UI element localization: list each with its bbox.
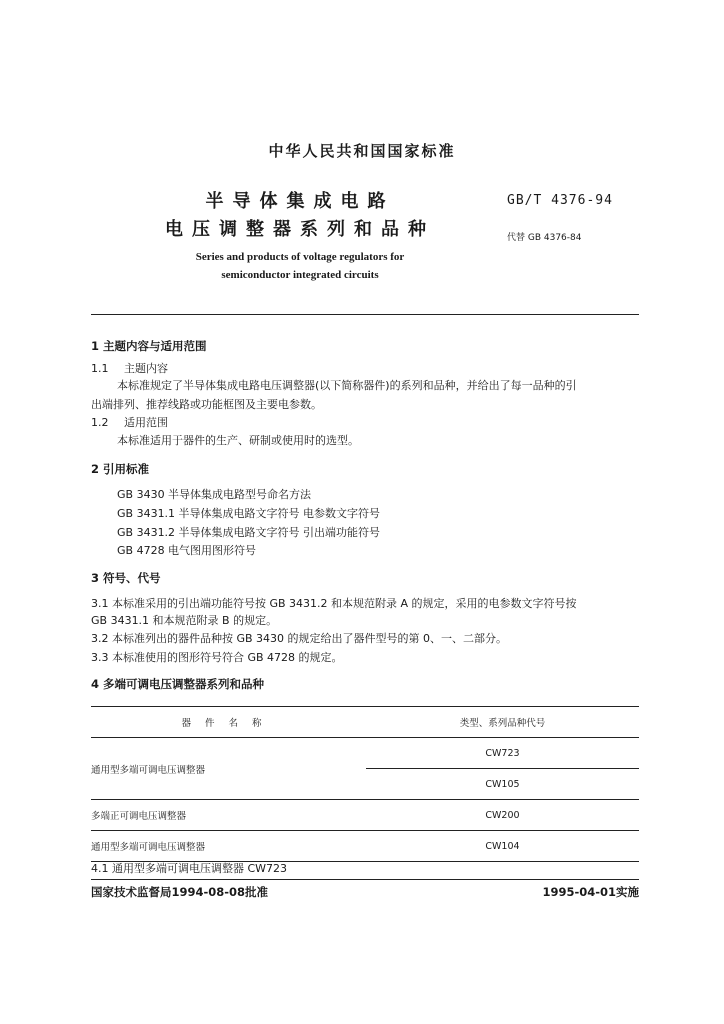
device-name-cell: 通用型多端可调电压调整器 (91, 738, 366, 800)
english-title-line-2: semiconductor integrated circuits (221, 269, 379, 281)
section-1-1-body-line-1: 本标准规定了半导体集成电路电压调整器(以下简称器件)的系列和品种，并给出了每一品种的引 (117, 379, 577, 392)
regulator-series-table (91, 706, 639, 862)
section-1-1-body-line-2: 出端排列、推荐线路或功能框图及主要电参数。 (91, 398, 322, 411)
footer-divider (91, 879, 639, 880)
section-1-heading: 1 主题内容与适用范围 (91, 339, 207, 353)
section-2-heading: 2 引用标准 (91, 462, 150, 476)
section-3-2: 3.2 本标准列出的器件品种按 GB 3430 的规定给出了器件型号的第 0、一、二部分。 (91, 632, 508, 645)
section-3-1-line-1: 3.1 本标准采用的引出端功能符号按 GB 3431.2 和本规范附录 A 的规定，采用的电参数文字符号按 (91, 597, 577, 610)
table-header-row (91, 707, 639, 738)
series-code-cell: CW105 (366, 769, 639, 800)
header-divider (91, 314, 639, 315)
device-name-cell: 通用型多端可调电压调整器 (91, 831, 366, 862)
issuing-organization: 中华人民共和国国家标准 (268, 142, 456, 160)
section-3-3: 3.3 本标准使用的图形符号符合 GB 4728 的规定。 (91, 651, 343, 664)
reference-item: GB 3431.1 半导体集成电路文字符号 电参数文字符号 (117, 507, 381, 520)
section-1-2-title: 适用范围 (124, 416, 168, 429)
title-line-1: 半导体集成电路 (205, 191, 395, 212)
section-1-2-number: 1.2 (91, 416, 109, 429)
section-3-1-line-2: GB 3431.1 和本规范附录 B 的规定。 (91, 614, 278, 627)
series-code-cell: CW200 (366, 800, 639, 831)
section-3-heading: 3 符号、代号 (91, 571, 161, 585)
standard-number: GB/T 4376-94 (507, 193, 613, 208)
replaces-standard: 代替 GB 4376-84 (507, 233, 582, 243)
reference-item: GB 4728 电气图用图形符号 (117, 544, 257, 557)
section-1-2-body: 本标准适用于器件的生产、研制或使用时的选型。 (117, 434, 359, 447)
approval-date: 国家技术监督局1994-08-08批准 (91, 885, 269, 899)
device-name-cell: 多端正可调电压调整器 (91, 800, 366, 831)
reference-item: GB 3430 半导体集成电路型号命名方法 (117, 488, 312, 501)
effective-date: 1995-04-01实施 (542, 885, 639, 899)
series-code-cell: CW723 (366, 738, 639, 769)
section-1-1-number: 1.1 (91, 362, 109, 375)
section-4-1: 4.1 通用型多端可调电压调整器 CW723 (91, 862, 288, 875)
english-title-line-1: Series and products of voltage regulators for (195, 251, 405, 263)
section-1-1-title: 主题内容 (124, 362, 168, 375)
series-code-cell: CW104 (366, 831, 639, 862)
table-row (91, 738, 639, 769)
section-4-heading: 4 多端可调电压调整器系列和品种 (91, 677, 265, 691)
title-line-2: 电压调整器系列和品种 (165, 219, 435, 240)
table-row (91, 800, 639, 831)
column-header-device-name: 器件名称 (91, 707, 366, 738)
reference-item: GB 3431.2 半导体集成电路文字符号 引出端功能符号 (117, 526, 381, 539)
column-header-series-code: 类型、系列品种代号 (366, 707, 639, 738)
table-row (91, 831, 639, 862)
